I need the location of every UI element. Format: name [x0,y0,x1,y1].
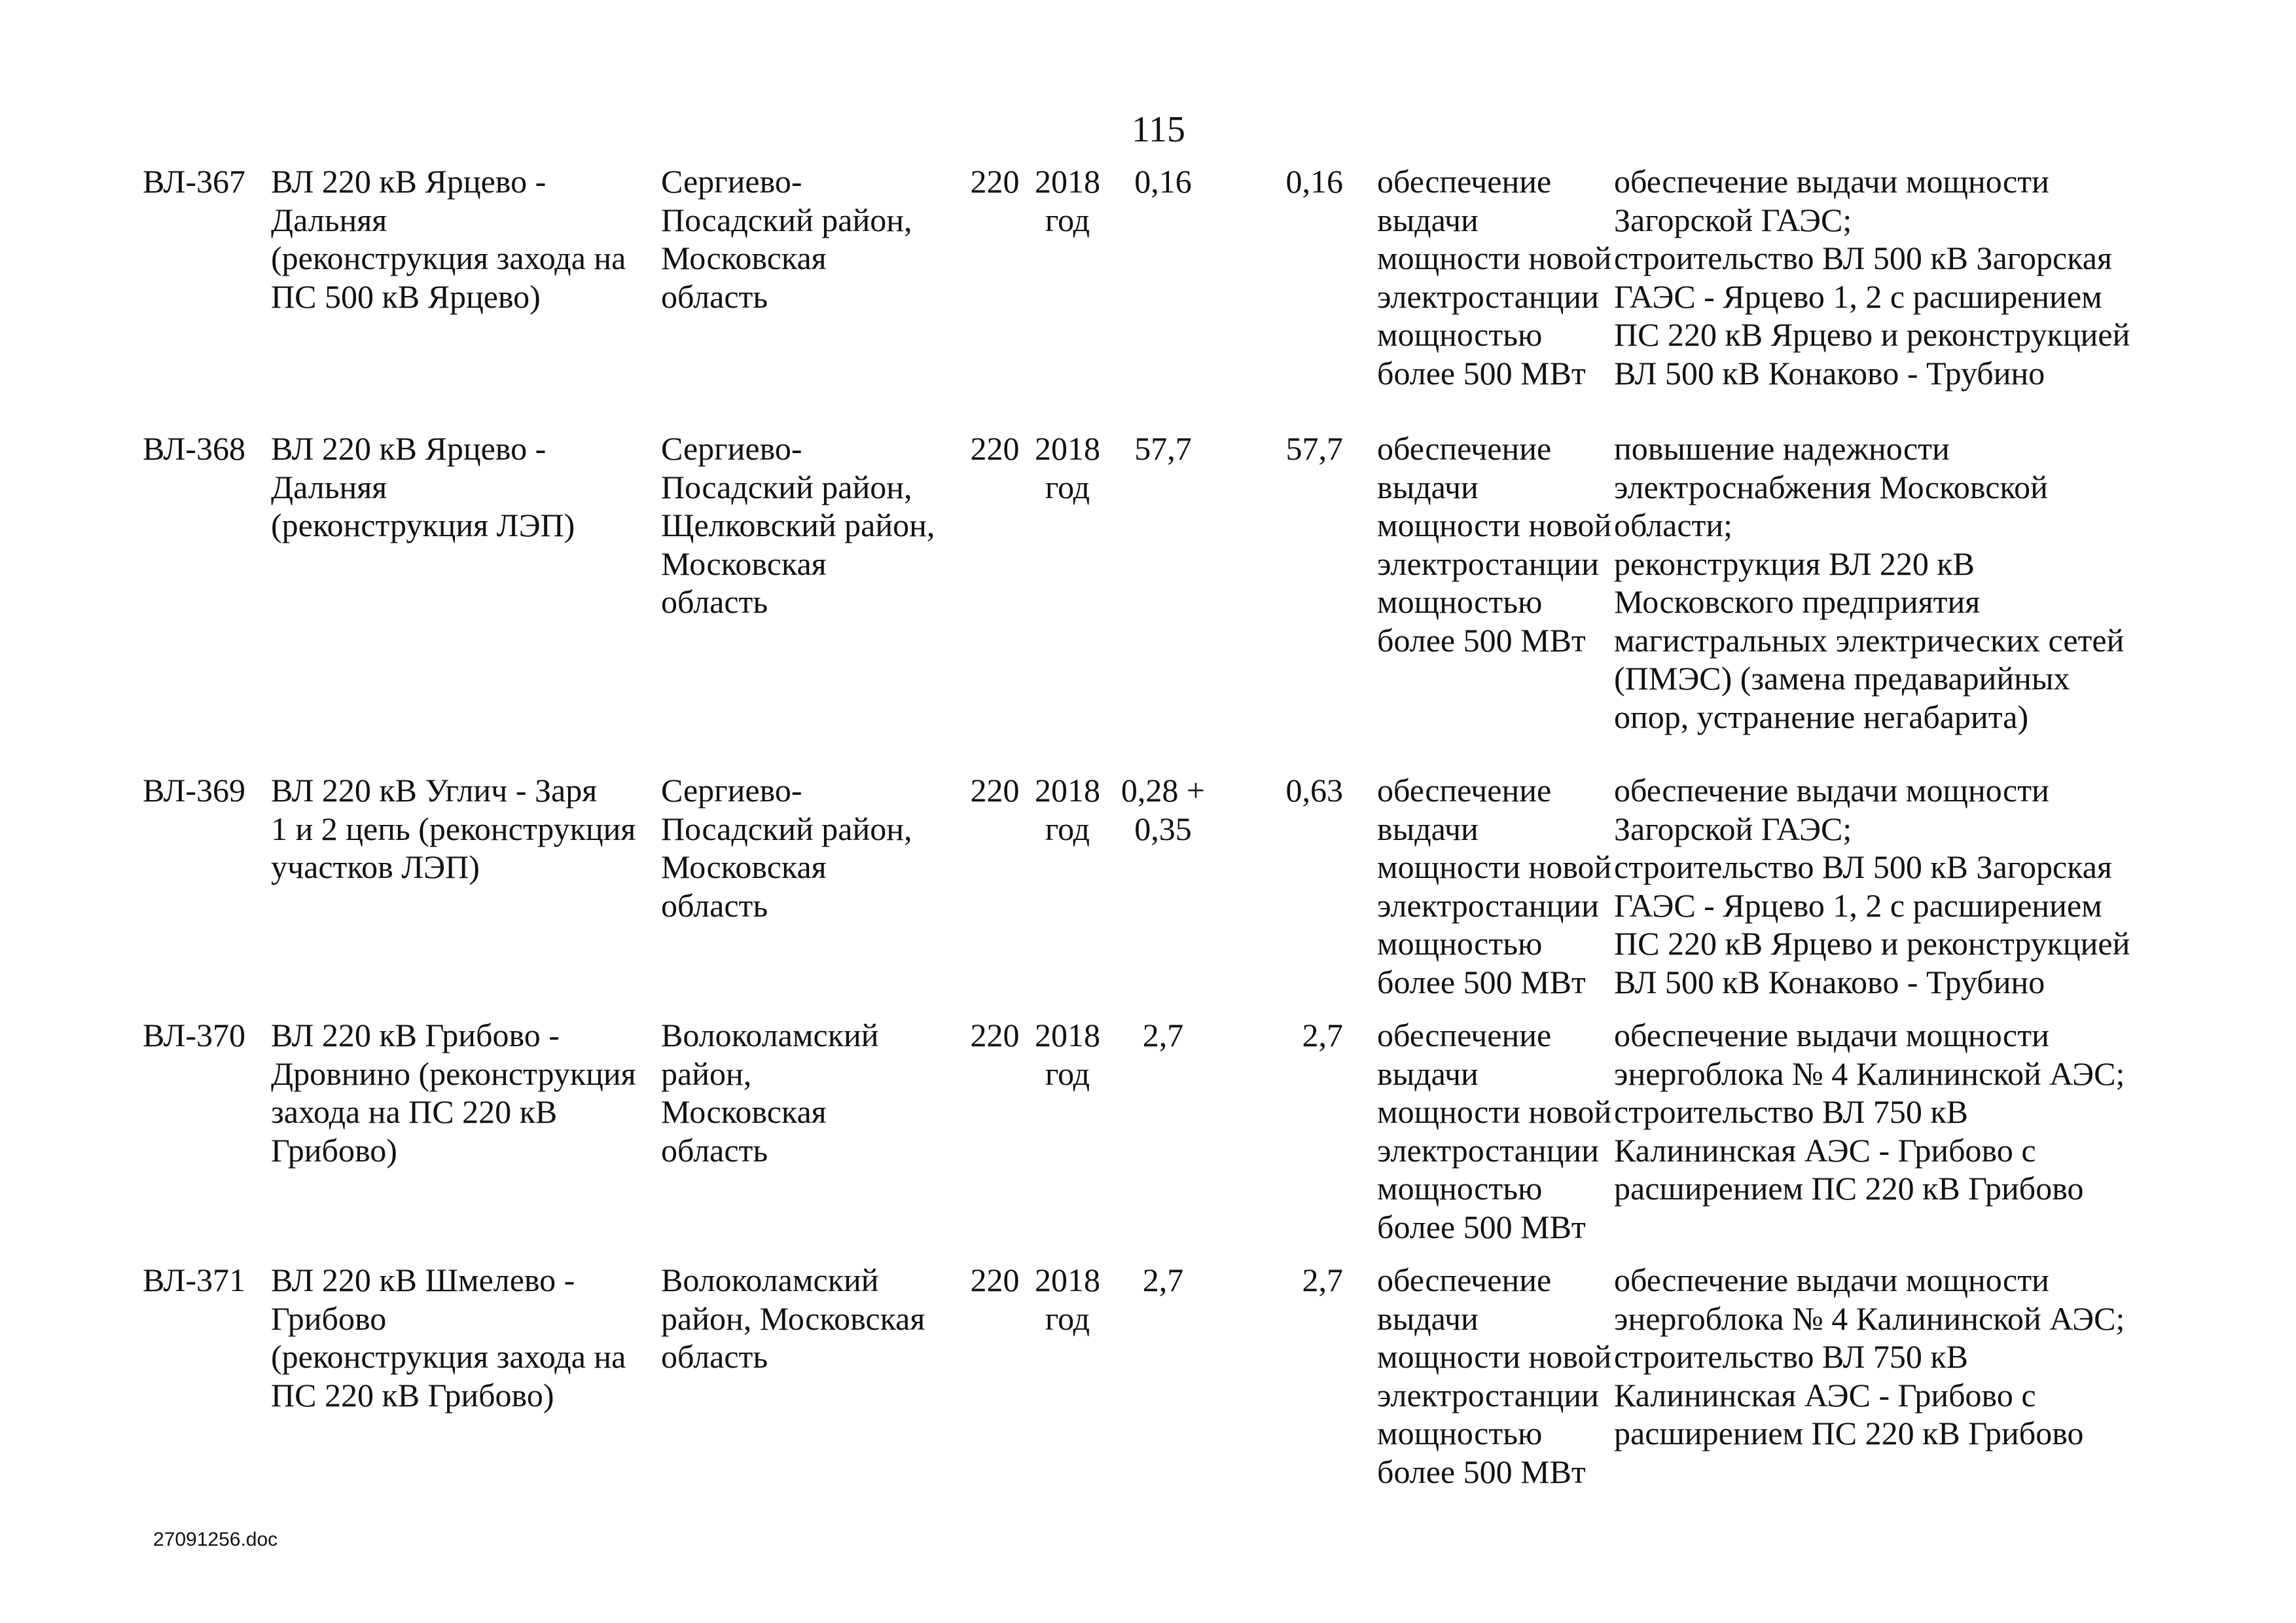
power-lines-table [143,162,2159,1506]
line-purpose: обеспечение выдачи мощности новой электростанции мощностью более 500 МВт [1377,163,1612,392]
line-length-b: 0,16 [1285,163,1343,200]
line-code: ВЛ-367 [143,163,246,200]
line-name: ВЛ 220 кВ Шмелево - Грибово (реконструкция захода на ПС 220 кВ Грибово) [271,1262,626,1413]
line-note: обеспечение выдачи мощности энергоблока № 4 Калининской АЭС; строительство ВЛ 750 кВ Калининская АЭС - Грибово с расширением ПС 220 кВ Грибово [1614,1017,2125,1207]
table-row [143,1016,2159,1261]
line-year: 2018 год [1035,163,1100,238]
line-name: ВЛ 220 кВ Ярцево - Дальняя (реконструкция ЛЭП) [271,430,575,543]
line-length-a: 0,16 [1134,163,1192,200]
line-location: Волоколамский район, Московская область [661,1262,925,1375]
line-voltage: 220 [970,1017,1020,1053]
line-purpose: обеспечение выдачи мощности новой электростанции мощностью более 500 МВт [1377,1262,1612,1490]
line-year: 2018 год [1035,430,1100,505]
footer-document-name: 27091256.doc [153,1529,278,1550]
line-year: 2018 год [1035,1017,1100,1092]
line-voltage: 220 [970,163,1020,200]
line-location: Сергиево- Посадский район, Щелковский район, Московская область [661,430,935,620]
line-length-a: 57,7 [1134,430,1192,467]
line-code: ВЛ-369 [143,772,246,809]
line-location: Сергиево- Посадский район, Московская область [661,772,912,924]
table-row [143,771,2159,1016]
line-year: 2018 год [1035,772,1100,847]
line-length-a: 2,7 [1142,1017,1184,1053]
line-length-b: 2,7 [1302,1262,1343,1298]
line-name: ВЛ 220 кВ Углич - Заря 1 и 2 цепь (реконструкция участков ЛЭП) [271,772,636,885]
line-note: обеспечение выдачи мощности энергоблока № 4 Калининской АЭС; строительство ВЛ 750 кВ Калининская АЭС - Грибово с расширением ПС 220 кВ Грибово [1614,1262,2125,1451]
power-lines-table-grid [143,162,2159,1506]
line-name: ВЛ 220 кВ Грибово - Дровнино (реконструкция захода на ПС 220 кВ Грибово) [271,1017,636,1169]
line-location: Волоколамский район, Московская область [661,1017,879,1169]
line-code: ВЛ-371 [143,1262,246,1298]
line-purpose: обеспечение выдачи мощности новой электростанции мощностью более 500 МВт [1377,772,1612,1000]
line-length-a: 0,28 + 0,35 [1121,772,1206,847]
line-voltage: 220 [970,430,1020,467]
page-number: 115 [1132,109,1185,150]
line-note: обеспечение выдачи мощности Загорской ГАЭС; строительство ВЛ 500 кВ Загорская ГАЭС - Ярцево 1, 2 с расширением ПС 220 кВ Ярцево и реконструкцией ВЛ 500 кВ Конаково - Трубино [1614,772,2130,1000]
line-length-b: 2,7 [1302,1017,1343,1053]
line-purpose: обеспечение выдачи мощности новой электростанции мощностью более 500 МВт [1377,1017,1612,1245]
line-location: Сергиево- Посадский район, Московская область [661,163,912,315]
table-row [143,429,2159,771]
line-purpose: обеспечение выдачи мощности новой электростанции мощностью более 500 МВт [1377,430,1612,659]
line-note: повышение надежности электроснабжения Московской области; реконструкция ВЛ 220 кВ Московского предприятия магистральных электрических сетей (ПМЭС) (замена предаварийных опор, устранение негабарита) [1614,430,2125,735]
line-code: ВЛ-368 [143,430,246,467]
line-length-a: 2,7 [1142,1262,1184,1298]
line-note: обеспечение выдачи мощности Загорской ГАЭС; строительство ВЛ 500 кВ Загорская ГАЭС - Ярцево 1, 2 с расширением ПС 220 кВ Ярцево и реконструкцией ВЛ 500 кВ Конаково - Трубино [1614,163,2130,392]
line-length-b: 0,63 [1285,772,1343,809]
line-name: ВЛ 220 кВ Ярцево - Дальняя (реконструкция захода на ПС 500 кВ Ярцево) [271,163,626,315]
line-year: 2018 год [1035,1262,1100,1337]
table-row [143,162,2159,429]
line-voltage: 220 [970,1262,1020,1298]
table-row [143,1261,2159,1506]
line-length-b: 57,7 [1285,430,1343,467]
line-voltage: 220 [970,772,1020,809]
line-code: ВЛ-370 [143,1017,246,1053]
